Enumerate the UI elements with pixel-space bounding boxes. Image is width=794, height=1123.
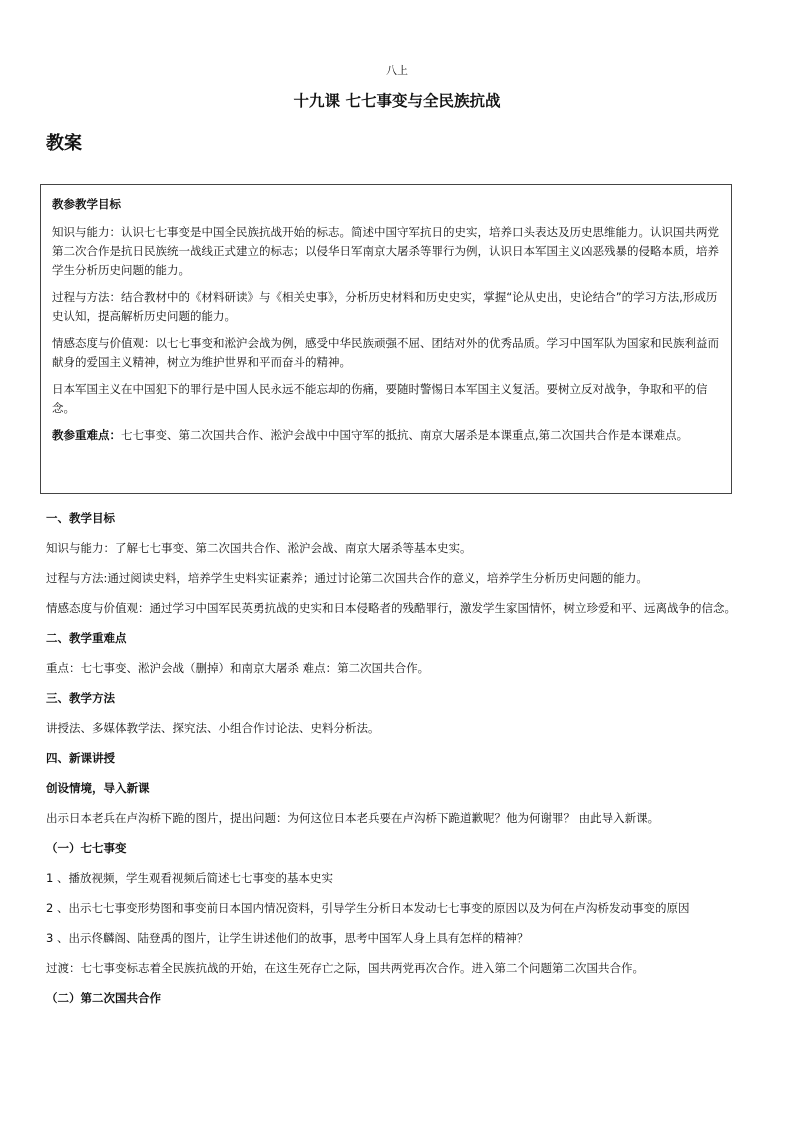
objective-knowledge: 知识与能力：了解七七事变、第二次国共合作、淞沪会战、南京大屠杀等基本史实。: [46, 541, 472, 555]
box-key-text: 七七事变、第二次国共合作、淞沪会战中中国守军的抵抗、南京大屠杀是本课重点,第二次国共合作是本课难点。: [121, 428, 689, 442]
section-heading-new-lesson: 四、新课讲授: [46, 751, 115, 765]
box-key-points: [52, 426, 721, 445]
document-type-heading: 教案: [46, 133, 82, 154]
objective-process: 过程与方法:通过阅读史料，培养学生史料实证素养；通过讨论第二次国共合作的意义，培养学生分析历史问题的能力。: [46, 571, 648, 585]
transition-text: 过渡：七七事变标志着全民族抗战的开始，在这生死存亡之际，国共两党再次合作。进入第二个问题第二次国共合作。: [46, 961, 644, 975]
section-heading-methods: 三、教学方法: [46, 691, 115, 705]
methods-text: 讲授法、多媒体教学法、探究法、小组合作讨论法、史料分析法。: [46, 721, 380, 735]
box-crime: 日本军国主义在中国犯下的罪行是中国人民永远不能忘却的伤痛，要随时警惕日本军国主义复活。要树立反对战争，争取和平的信念。: [52, 382, 708, 415]
key-points-text: 重点：七七事变、淞沪会战（删掉）和南京大屠杀 难点：第二次国共合作。: [46, 661, 430, 675]
box-process: 过程与方法：结合教材中的《材料研读》与《相关史事》，分析历史材料和历史史实，掌握“论从史出，史论结合”的学习方法,形成历史认知，提高解析历史问题的能力。: [52, 290, 718, 323]
section-heading-key-points: 二、教学重难点: [46, 631, 127, 645]
grade-label: 八上: [386, 64, 408, 77]
intro-heading: 创设情境，导入新课: [46, 781, 150, 795]
subsection-heading-cooperation: （二）第二次国共合作: [46, 991, 161, 1005]
box-key-label: 教参重难点：: [52, 428, 121, 442]
lesson-title: 十九课 七七事变与全民族抗战: [293, 92, 501, 110]
box-emotion: 情感态度与价值观：以七七事变和淞沪会战为例，感受中华民族顽强不屈、团结对外的优秀品质。学习中国军队为国家和民族利益而献身的爱国主义精神，树立为维护世界和平而奋斗的精神。: [52, 336, 719, 369]
list-item: 1 、播放视频，学生观看视频后简述七七事变的基本史实: [46, 871, 333, 885]
reference-objectives-box: [40, 184, 732, 494]
list-item: 2 、出示七七事变形势图和事变前日本国内情况资料，引导学生分析日本发动七七事变的原因以及为何在卢沟桥发动事变的原因: [46, 901, 690, 915]
subsection-heading-incident: （一）七七事变: [46, 841, 127, 855]
box-knowledge: 知识与能力：认识七七事变是中国全民族抗战开始的标志。简述中国守军抗日的史实，培养口头表达及历史思维能力。认识国共两党第二次合作是抗日民族统一战线正式建立的标志；以侵华日军南京大屠杀等罪行为例，认识日本军国主义凶恶残暴的侵略本质，培养学生分析历史问题的能力。: [52, 225, 719, 277]
objective-emotion: 情感态度与价值观：通过学习中国军民英勇抗战的史实和日本侵略者的残酷罪行，激发学生家国情怀，树立珍爱和平、远离战争的信念。: [46, 601, 736, 615]
box-title: 教参教学目标: [52, 197, 121, 211]
section-heading-objectives: 一、教学目标: [46, 511, 115, 525]
intro-text: 出示日本老兵在卢沟桥下跪的图片，提出问题：为何这位日本老兵要在卢沟桥下跪道歉呢？他为何谢罪？ 由此导入新课。: [46, 811, 660, 825]
list-item: 3 、出示佟麟阁、陆登禹的图片，让学生讲述他们的故事，思考中国军人身上具有怎样的精神？: [46, 931, 529, 945]
lesson-body: [46, 509, 751, 1019]
